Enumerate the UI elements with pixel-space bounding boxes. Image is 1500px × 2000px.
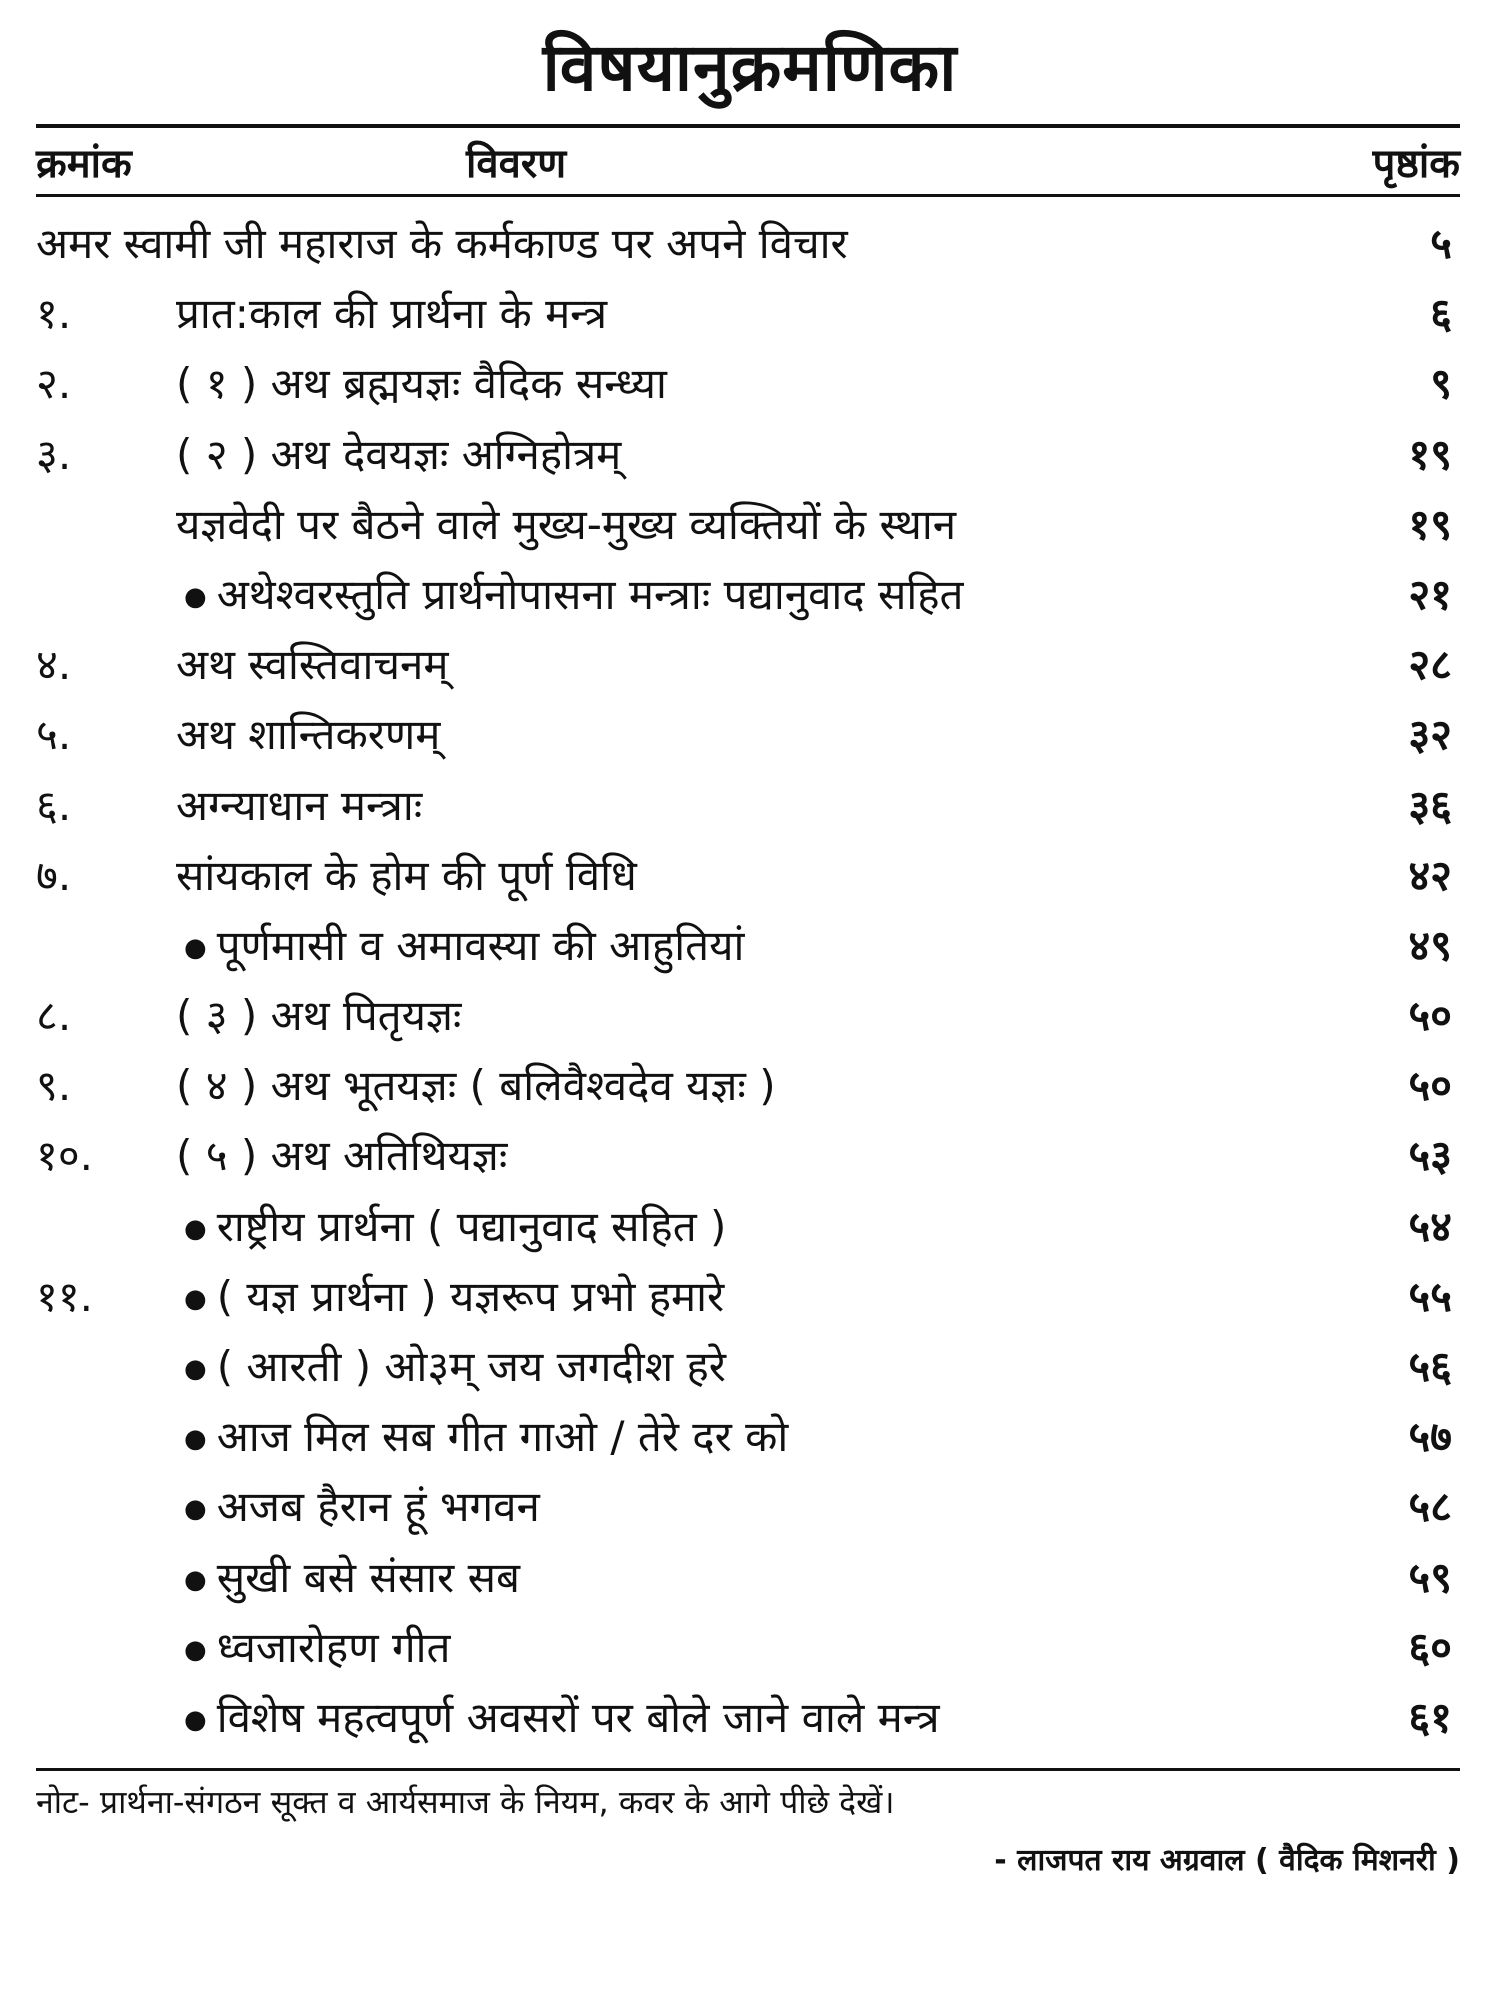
header-rule	[36, 194, 1460, 197]
bullet-icon: ●	[184, 1283, 207, 1314]
contents-row	[36, 1680, 1460, 1750]
entry-number: ११.	[36, 1271, 94, 1321]
entry-title-text: ( आरती ) ओ३म् जय जगदीश हरे	[216, 1342, 726, 1391]
entry-page-number: ५७	[1408, 1412, 1452, 1462]
entry-page-number: ४२	[1408, 850, 1452, 900]
contents-row	[36, 1118, 1460, 1188]
entry-number: १०.	[36, 1131, 94, 1181]
footer-rule	[36, 1768, 1460, 1771]
entry-title	[176, 284, 607, 341]
entry-title-text: सुखी बसे संसार सब	[216, 1552, 520, 1602]
entry-title-text: अथ स्वस्तिवाचनम्	[176, 640, 449, 690]
bullet-icon: ●	[184, 1354, 207, 1384]
entry-number: ७.	[36, 850, 72, 900]
entry-title	[176, 354, 667, 411]
contents-row	[36, 1399, 1460, 1469]
entry-title-text: अथ शान्तिकरणम्	[176, 710, 441, 760]
entry-title	[176, 776, 422, 833]
contents-row	[36, 1259, 1460, 1329]
page-title: विषयानुक्रमणिका	[542, 29, 958, 106]
entry-number: २.	[36, 359, 72, 409]
contents-row	[36, 1189, 1460, 1259]
bullet-icon: ●	[184, 1634, 207, 1665]
bullet-icon: ●	[184, 581, 207, 612]
contents-row	[36, 557, 1460, 627]
entry-title	[184, 565, 963, 622]
author-signature: - लाजपत राय अग्रवाल ( वैदिक मिशनरी )	[994, 1843, 1460, 1878]
contents-row	[36, 627, 1460, 697]
entry-page-number: ६	[1430, 289, 1452, 339]
header-description: विवरण	[466, 141, 567, 187]
contents-row	[36, 1048, 1460, 1118]
contents-row	[36, 206, 1460, 276]
contents-row	[36, 768, 1460, 838]
entry-title	[176, 635, 448, 692]
entry-title-text: आज मिल सब गीत गाओ / तेरे दर को	[216, 1412, 789, 1462]
bullet-icon: ●	[184, 1424, 207, 1455]
entry-title	[184, 1197, 726, 1254]
entry-title-text: अग्न्याधान मन्त्राः	[176, 780, 423, 830]
entry-page-number: २८	[1408, 640, 1452, 690]
contents-row	[36, 1610, 1460, 1680]
bullet-icon: ●	[184, 1494, 207, 1525]
footer-note: नोट- प्रार्थना-संगठन सूक्त व आर्यसमाज के नियम, कवर के आगे पीछे देखें।	[36, 1783, 895, 1821]
contents-row	[36, 697, 1460, 767]
header-serial-number: क्रमांक	[36, 141, 132, 187]
entry-page-number: ५८	[1408, 1482, 1452, 1532]
entry-title	[184, 1267, 724, 1324]
entry-page-number: २१	[1408, 569, 1452, 619]
entry-title-text: अमर स्वामी जी महाराज के कर्मकाण्ड पर अपने विचार	[36, 219, 848, 268]
entry-page-number: ६१	[1408, 1692, 1452, 1742]
entry-page-number: ५	[1430, 219, 1452, 268]
entry-title-text: ( १ ) अथ ब्रह्मयज्ञः वैदिक सन्ध्या	[176, 359, 667, 409]
entry-title	[176, 846, 637, 903]
contents-row	[36, 417, 1460, 487]
contents-row	[36, 346, 1460, 416]
entry-page-number: १९	[1408, 429, 1452, 479]
entry-page-number: ९	[1430, 359, 1452, 409]
entry-title-text: ( यज्ञ प्रार्थना ) यज्ञरूप प्रभो हमारे	[216, 1271, 725, 1321]
bullet-icon: ●	[184, 1704, 207, 1735]
entry-number: ८.	[36, 991, 72, 1041]
entry-title-text: ध्वजारोहण गीत	[216, 1622, 451, 1672]
entry-page-number: ५३	[1408, 1131, 1452, 1181]
entry-number: ६.	[36, 780, 72, 830]
entry-title-text: प्रात:काल की प्रार्थना के मन्त्र	[176, 289, 608, 339]
entry-title-text: ( ५ ) अथ अतिथियज्ञः	[176, 1131, 508, 1181]
entry-title	[184, 1688, 940, 1745]
entry-number: ४.	[36, 640, 72, 690]
table-header	[36, 134, 1460, 190]
entry-title	[176, 425, 621, 482]
entry-title-text: ( २ ) अथ देवयज्ञः अग्निहोत्रम्	[176, 429, 622, 479]
entry-title	[184, 1618, 450, 1675]
header-page-number: पृष्ठांक	[1372, 141, 1460, 187]
contents-row	[36, 1469, 1460, 1539]
contents-row	[36, 838, 1460, 908]
entry-page-number: ५६	[1408, 1342, 1452, 1391]
entry-title	[184, 1548, 520, 1605]
contents-list	[36, 206, 1460, 1750]
entry-page-number: ५०	[1408, 991, 1452, 1041]
entry-title-text: अथेश्वरस्तुति प्रार्थनोपासना मन्त्राः पद्यानुवाद सहित	[216, 569, 964, 619]
entry-title-text: ( ३ ) अथ पितृयज्ञः	[176, 991, 462, 1041]
entry-title	[184, 1337, 726, 1394]
entry-number: ९.	[36, 1061, 72, 1111]
entry-page-number: ५०	[1408, 1061, 1452, 1111]
entry-title	[36, 214, 848, 271]
entry-title	[184, 1477, 540, 1534]
entry-number: ५.	[36, 710, 72, 760]
contents-row	[36, 1329, 1460, 1399]
entry-number: १.	[36, 289, 72, 339]
entry-page-number: ५९	[1408, 1552, 1452, 1602]
entry-title-text: राष्ट्रीय प्रार्थना ( पद्यानुवाद सहित )	[216, 1201, 727, 1251]
top-rule	[36, 124, 1460, 128]
entry-title	[176, 705, 440, 762]
entry-title	[176, 1126, 507, 1183]
entry-title-text: अजब हैरान हूं भगवन	[216, 1482, 540, 1532]
entry-title-text: विशेष महत्वपूर्ण अवसरों पर बोले जाने वाले मन्त्र	[216, 1692, 940, 1742]
entry-title-text: पूर्णमासी व अमावस्या की आहुतियां	[216, 920, 745, 970]
entry-title	[176, 1056, 776, 1113]
contents-row	[36, 276, 1460, 346]
entry-title-text: यज्ञवेदी पर बैठने वाले मुख्य-मुख्य व्यक्तियों के स्थान	[176, 499, 957, 549]
entry-title	[176, 986, 461, 1043]
entry-title	[184, 1407, 788, 1464]
bullet-icon: ●	[184, 932, 207, 963]
bullet-icon: ●	[184, 1213, 207, 1244]
contents-row	[36, 978, 1460, 1048]
entry-number: ३.	[36, 429, 72, 479]
contents-row	[36, 1540, 1460, 1610]
entry-page-number: ३२	[1408, 710, 1452, 760]
entry-page-number: ५५	[1408, 1271, 1452, 1321]
entry-page-number: ३६	[1408, 780, 1452, 830]
entry-title	[184, 916, 744, 973]
entry-page-number: १९	[1408, 499, 1452, 549]
entry-title-text: सांयकाल के होम की पूर्ण विधि	[176, 850, 637, 900]
contents-row	[36, 487, 1460, 557]
bullet-icon: ●	[184, 1564, 207, 1595]
entry-title-text: ( ४ ) अथ भूतयज्ञः ( बलिवैश्वदेव यज्ञः )	[176, 1061, 776, 1111]
entry-title	[176, 495, 956, 552]
entry-page-number: ६०	[1408, 1622, 1452, 1672]
entry-page-number: ४९	[1408, 920, 1452, 970]
entry-page-number: ५४	[1408, 1201, 1452, 1251]
contents-row	[36, 908, 1460, 978]
